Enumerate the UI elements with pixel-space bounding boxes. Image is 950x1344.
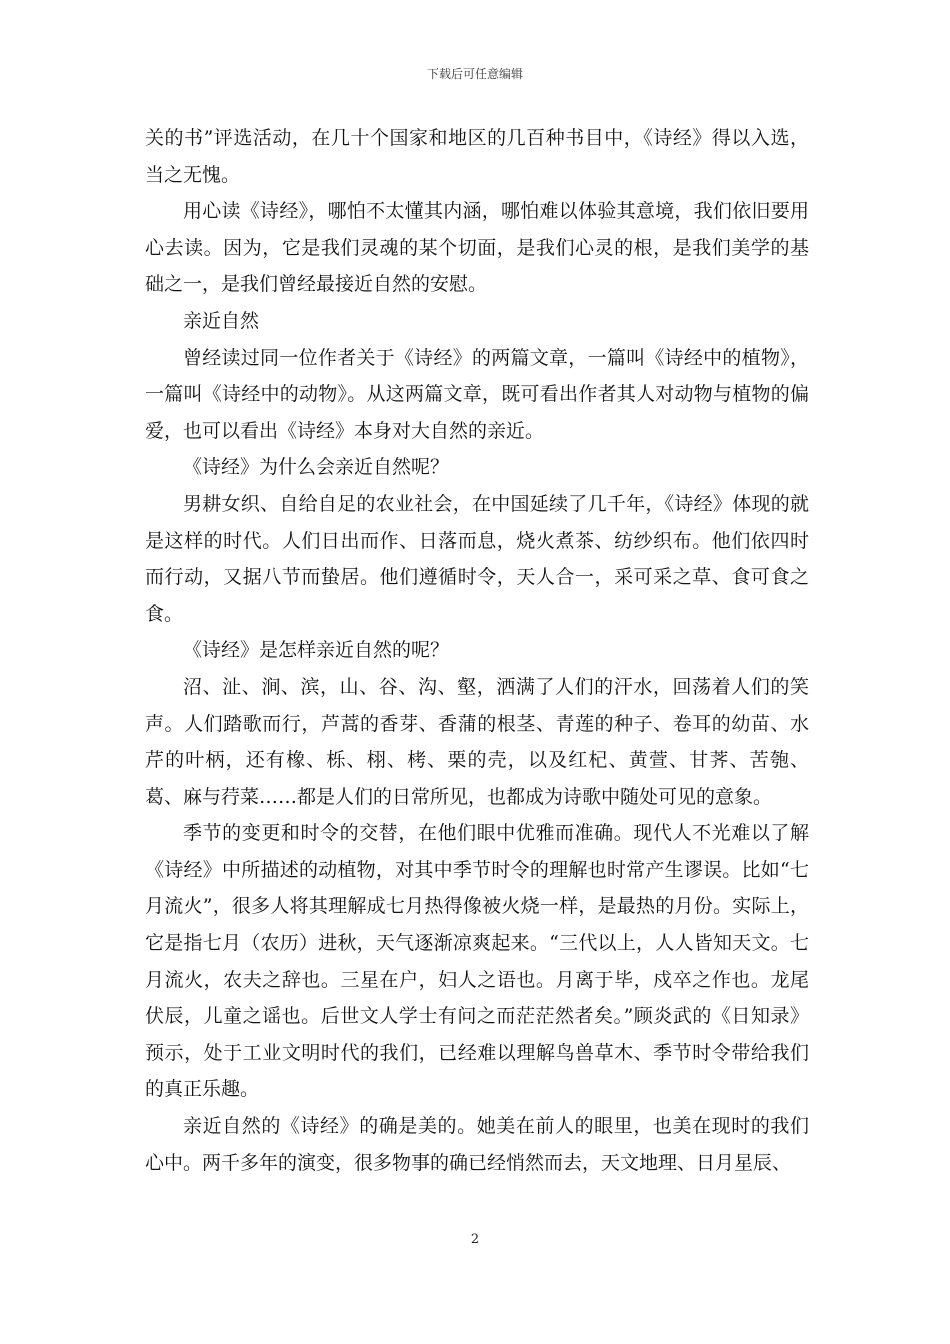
paragraph: 用心读《诗经》，哪怕不太懂其内涵，哪怕难以体验其意境，我们依旧要用心去读。因为，它是我们灵魂的某个切面，是我们心灵的根，是我们美学的基础之一，是我们曾经最接近自然的安慰。 <box>145 200 809 296</box>
page-footer <box>0 1232 950 1248</box>
paragraph: 亲近自然的《诗经》的确是美的。她美在前人的眼里，也美在现时的我们心中。两千多年的演变，很多物事的确已经悄然而去，天文地理、日月星辰、 <box>145 1115 809 1174</box>
document-body <box>145 120 809 1181</box>
section-heading: 亲近自然 <box>183 309 260 332</box>
paragraph: 沼、沚、涧、滨，山、谷、沟、壑，洒满了人们的汗水，回荡着人们的笑声。人们踏歌而行，芦蒿的香芽、香蒲的根茎、青莲的种子、卷耳的幼苗、水芹的叶柄，还有橡、栎、栩、栲、栗的壳，以及红杞、黄萱、甘荠、苦匏、葛、麻与荇菜……都是人们的日常所见，也都成为诗歌中随处可见的意象。 <box>145 675 809 808</box>
paragraph: 男耕女织、自给自足的农业社会，在中国延续了几千年，《诗经》体现的就是这样的时代。人们日出而作、日落而息，烧火煮茶、纺纱织布。他们依四时而行动，又据八节而蛰居。他们遵循时令，天人合一，采可采之草、食可食之食。 <box>145 492 809 625</box>
header-text: 下载后可任意编辑 <box>426 67 523 81</box>
paragraph: 季节的变更和时令的交替，在他们眼中优雅而准确。现代人不光难以了解《诗经》中所描述的动植物，对其中季节时令的理解也时常产生谬误。比如“七月流火”，很多人将其理解成七月热得像被火烧一样，是最热的月份。实际上，它是指七月（农历）进秋，天气逐渐凉爽起来。“三代以上，人人皆知天文。七月流火，农夫之辞也。三星在户，妇人之语也。月离于毕，戍卒之作也。龙尾伏辰，儿童之谣也。后世文人学士有问之而茫茫然者矣。”顾炎武的《日知录》预示，处于工业文明时代的我们，已经难以理解鸟兽草木、季节时令带给我们的真正乐趣。 <box>145 822 809 1101</box>
page-header <box>0 66 950 82</box>
paragraph: 曾经读过同一位作者关于《诗经》的两篇文章，一篇叫《诗经中的植物》，一篇叫《诗经中的动物》。从这两篇文章，既可看出作者其人对动物与植物的偏爱，也可以看出《诗经》本身对大自然的亲近。 <box>145 346 809 442</box>
page-number: 2 <box>470 1232 480 1247</box>
paragraph: 《诗经》是怎样亲近自然的呢？ <box>183 639 450 662</box>
paragraph: 关的书”评选活动，在几十个国家和地区的几百种书目中，《诗经》得以入选，当之无愧。 <box>145 127 809 186</box>
paragraph: 《诗经》为什么会亲近自然呢？ <box>183 456 450 479</box>
